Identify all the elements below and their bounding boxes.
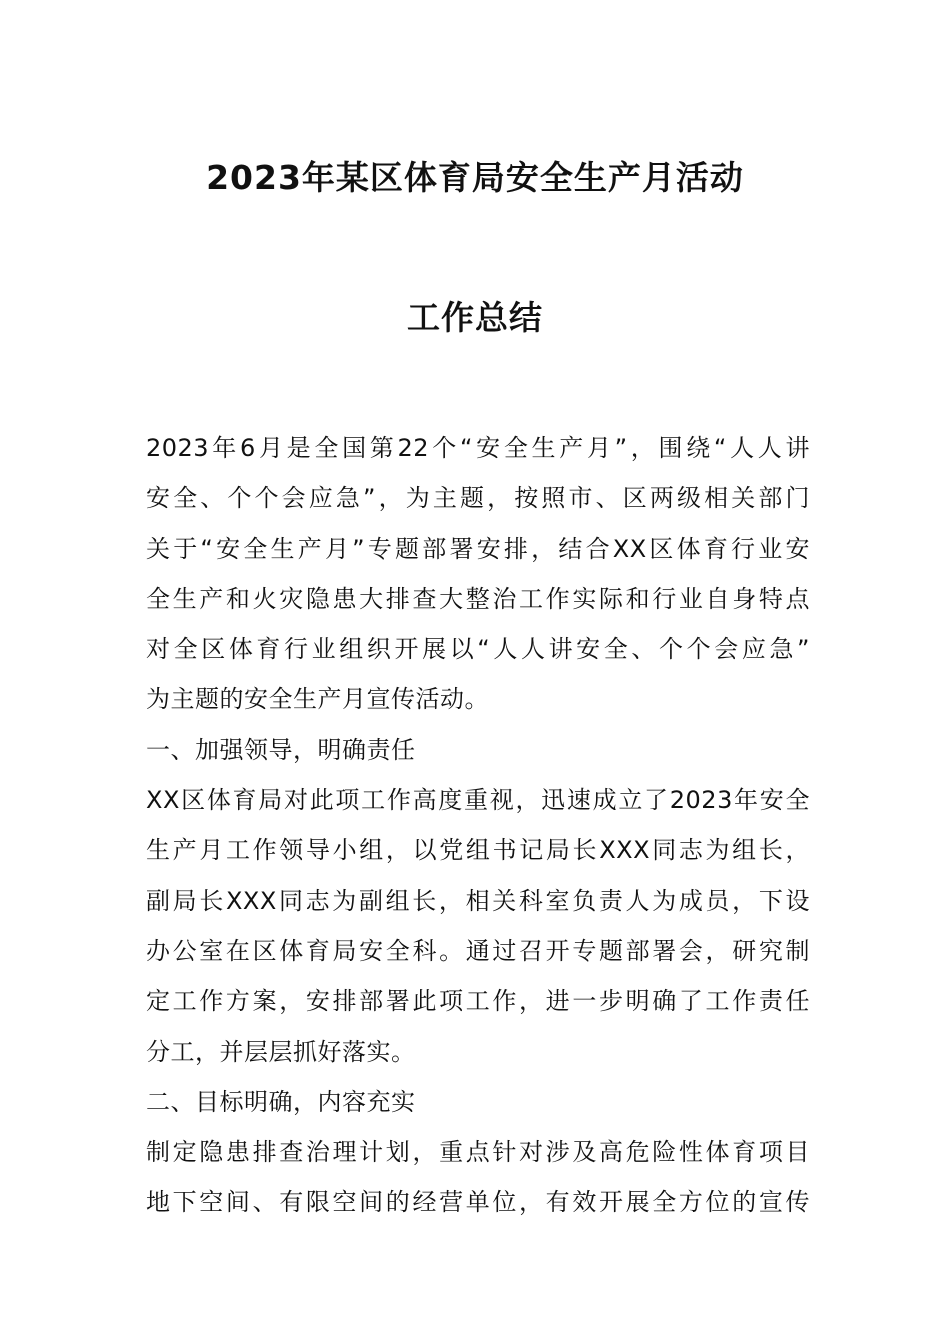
body-line: 定工作方案，安排部署此项工作，进一步明确了工作责任 [146, 987, 810, 1016]
body-line: XX区体育局对此项工作高度重视，迅速成立了2023年安全 [146, 786, 810, 815]
section-heading-2: 二、目标明确，内容充实 [146, 1087, 416, 1116]
body-line: 地下空间、有限空间的经营单位，有效开展全方位的宣传 [146, 1188, 810, 1217]
body-line: 2023年6月是全国第22个“安全生产月”，围绕“人人讲 [146, 434, 810, 462]
body-line: 全生产和火灾隐患大排查大整治工作实际和行业自身特点 [146, 584, 810, 613]
document-title-line-1: 2023年某区体育局安全生产月活动 [206, 158, 744, 197]
body-line: 生产月工作领导小组，以党组书记局长XXX同志为组长， [146, 836, 810, 865]
body-line: 为主题的安全生产月宣传活动。 [146, 685, 489, 714]
body-line: 副局长XXX同志为副组长，相关科室负责人为成员，下设 [146, 886, 810, 915]
body-line: 安全、个个会应急”，为主题，按照市、区两级相关部门 [146, 484, 810, 513]
document-body [146, 423, 810, 1228]
body-line: 关于“安全生产月”专题部署安排，结合XX区体育行业安 [146, 534, 810, 563]
body-line: 制定隐患排查治理计划，重点针对涉及高危险性体育项目 [146, 1138, 810, 1167]
body-line: 分工，并层层抓好落实。 [146, 1037, 416, 1066]
section-heading-1: 一、加强领导，明确责任 [146, 735, 416, 764]
document-title-line-2: 工作总结 [407, 298, 543, 337]
body-line: 对全区体育行业组织开展以“人人讲安全、个个会应急” [146, 635, 810, 664]
body-line: 办公室在区体育局安全科。通过召开专题部署会，研究制 [146, 936, 810, 965]
